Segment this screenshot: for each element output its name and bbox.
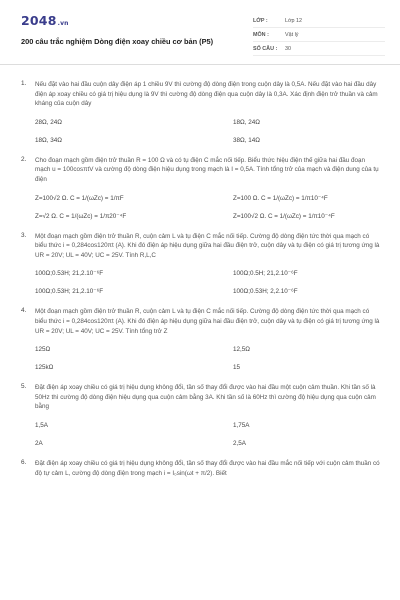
meta-value: 30: [285, 45, 291, 52]
meta-label: LỚP :: [253, 17, 268, 24]
question-list: [21, 80, 381, 478]
options: [35, 270, 381, 296]
question-text: Nếu đặt vào hai đầu cuộn dây điện áp 1 chiều 9V thì cường độ dòng điện trong cuộn dây là 0,5A. Nếu đặt vào hai đầu dây điện áp xoay chiều có giá trị hiệu dụng là 9V thì cường độ dòng điện qua cuộn dây là 0,3A. Xác định điện trở thuần và cảm kháng của cuộn dây: [35, 81, 378, 108]
option-b[interactable]: 18Ω, 24Ω: [233, 118, 260, 126]
meta-row-count: [253, 42, 385, 56]
meta-box: [253, 14, 385, 56]
header-divider: [0, 64, 400, 65]
option-b[interactable]: 100Ω;0.5H; 21,2.10⁻⁶F: [233, 270, 298, 278]
option-d[interactable]: 15: [233, 364, 241, 372]
option-d[interactable]: 2,5A: [233, 439, 246, 447]
option-c[interactable]: 100Ω;0.53H; 21,2.10⁻⁶F: [35, 288, 104, 296]
question-text: Một đoạn mạch gồm điện trở thuần R, cuộn cảm L và tụ điện C mắc nối tiếp. Cường độ dòng điện tức thời qua mạch có biểu thức i = 0,284cos120πt (A). Khi đó điện áp hiệu dụng giữa hai đầu điện trở, cuộn dây và tụ điện có giá trị tương ứng là UR = 20V; UL = 40V; UC = 25V. Tính R,L,C: [35, 232, 380, 259]
options: [35, 195, 381, 221]
option-b[interactable]: 12,5Ω: [233, 346, 250, 354]
question-number: 3.: [21, 231, 27, 239]
option-a[interactable]: 28Ω, 24Ω: [35, 118, 62, 126]
document-title: 200 câu trắc nghiệm Dòng điện xoay chiều cơ bản (P5): [21, 37, 214, 46]
question-2: [21, 156, 381, 221]
option-a[interactable]: 1,5A: [35, 421, 48, 429]
option-a[interactable]: 125Ω: [35, 346, 51, 354]
question-1: [21, 80, 381, 145]
meta-label: SỐ CÂU :: [253, 45, 278, 52]
options: [35, 119, 381, 145]
question-number: 1.: [21, 80, 27, 87]
question-number: 2.: [21, 155, 27, 163]
question-text: Đặt điện áp xoay chiều có giá trị hiệu dụng không đổi, tần số thay đổi được vào hai đầu một cuộn cảm thuần. Khi tần số là 50Hz thì cường độ dòng điện hiệu dụng qua cuộn cảm bằng 3A. Khi tần số là 60Hz thì cường độ hiệu dụng qua cuộn cảm bằng: [35, 384, 376, 411]
question-text: Đặt điện áp xoay chiều có giá trị hiệu dụng không đổi, tần số thay đổi được vào hai đầu mắc nối tiếp với cuộn cảm thuần có độ tự cảm L, cường độ dòng điện trong mạch i = I₀sin(ωt + π/2). Biết: [35, 459, 380, 477]
option-c[interactable]: 18Ω, 34Ω: [35, 136, 62, 144]
option-d[interactable]: Z=100√2 Ω. C = 1/(ωZc) = 1/π10⁻⁴F: [233, 212, 335, 220]
options: [35, 346, 381, 372]
option-c[interactable]: 2A: [35, 439, 43, 447]
meta-value: Lớp 12: [285, 17, 303, 24]
option-d[interactable]: 38Ω, 14Ω: [233, 136, 260, 144]
option-c[interactable]: Z=√2 Ω. C = 1/(ωZc) = 1/π20⁻⁴F: [35, 212, 127, 220]
option-a[interactable]: Z=100√2 Ω. C = 1/(ωZc) = 1/πF: [35, 194, 124, 202]
option-b[interactable]: 1,75A: [233, 421, 250, 429]
question-text: Một đoạn mạch gồm điện trở thuần R, cuộn cảm L và tụ điện C mắc nối tiếp. Cường độ dòng điện tức thời qua mạch có biểu thức i = 0,284cos120πt (A). Khi đó điện áp hiệu dụng giữa hai đầu điện trở, cuộn dây và tụ điện có giá trị tương ứng là UR = 20V; UL = 40V; UC = 25V. Tính tổng trở Z: [35, 308, 380, 335]
question-number: 4.: [21, 307, 27, 315]
question-5: [21, 383, 381, 448]
meta-label: MÔN :: [253, 31, 269, 38]
question-number: 5.: [21, 383, 27, 391]
question-text: Cho đoạn mạch gồm điện trở thuần R = 100 Ω và có tụ điện C mắc nối tiếp. Biểu thức hiệu điện thế giữa hai đầu đoạn mạch u = 100cosπtV và cường độ dòng điện hiệu dụng trong mạch là I = 0,5A. Tính tổng trở của mạch và điện dung của tụ điện: [35, 156, 379, 183]
meta-row-grade: [253, 14, 385, 28]
question-number: 6.: [21, 458, 27, 466]
site-logo[interactable]: 2048.vn: [21, 13, 69, 28]
option-d[interactable]: 100Ω;0.53H; 2,2.10⁻⁶F: [233, 288, 298, 296]
header: [0, 0, 400, 66]
meta-row-subject: [253, 28, 385, 42]
question-3: [21, 232, 381, 297]
option-b[interactable]: Z=100 Ω. C = 1/(ωZc) = 1/π10⁻⁴F: [233, 194, 328, 202]
question-6: [21, 459, 381, 478]
options: [35, 422, 381, 448]
option-c[interactable]: 125kΩ: [35, 364, 54, 372]
question-4: [21, 307, 381, 372]
option-a[interactable]: 100Ω;0.53H; 21,2.10⁻⁶F: [35, 270, 104, 278]
meta-value: Vật lý: [285, 31, 299, 38]
